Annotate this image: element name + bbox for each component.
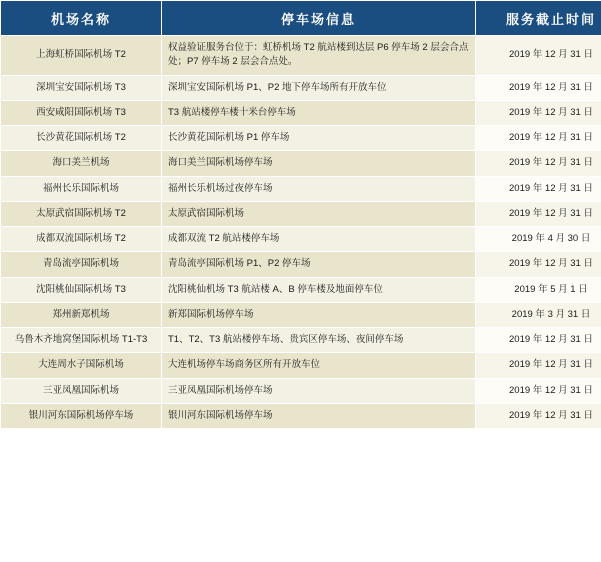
table-row xyxy=(1,176,601,201)
table-row xyxy=(1,126,601,151)
cell-service-deadline: 2019 年 12 月 31 日 xyxy=(476,201,601,226)
cell-parking-info: 权益验证服务台位于：虹桥机场 T2 航站楼到达层 P6 停车场 2 层会合点处；P7 停车场 2 层会合点处。 xyxy=(162,36,476,76)
cell-airport-name: 深圳宝安国际机场 T3 xyxy=(1,75,162,100)
cell-parking-info: 新郑国际机场停车场 xyxy=(162,302,476,327)
cell-service-deadline: 2019 年 12 月 31 日 xyxy=(476,353,601,378)
cell-parking-info: 大连机场停车场商务区所有开放车位 xyxy=(162,353,476,378)
table-row xyxy=(1,378,601,403)
table-row xyxy=(1,36,601,76)
cell-airport-name: 青岛流亭国际机场 xyxy=(1,252,162,277)
cell-parking-info: 海口美兰国际机场停车场 xyxy=(162,151,476,176)
cell-service-deadline: 2019 年 5 月 1 日 xyxy=(476,277,601,302)
cell-service-deadline: 2019 年 12 月 31 日 xyxy=(476,100,601,125)
cell-parking-info: T3 航站楼停车楼十米台停车场 xyxy=(162,100,476,125)
cell-parking-info: 长沙黄花国际机场 P1 停车场 xyxy=(162,126,476,151)
cell-parking-info: T1、T2、T3 航站楼停车场、贵宾区停车场、夜间停车场 xyxy=(162,328,476,353)
cell-service-deadline: 2019 年 4 月 30 日 xyxy=(476,227,601,252)
cell-airport-name: 福州长乐国际机场 xyxy=(1,176,162,201)
column-header-parking-info: 停车场信息 xyxy=(162,1,476,36)
cell-parking-info: 三亚凤凰国际机场停车场 xyxy=(162,378,476,403)
table-row xyxy=(1,403,601,428)
table-row xyxy=(1,252,601,277)
table-row xyxy=(1,328,601,353)
table-header-row xyxy=(1,1,601,36)
cell-airport-name: 西安咸阳国际机场 T3 xyxy=(1,100,162,125)
column-header-service-deadline: 服务截止时间 xyxy=(476,1,601,36)
column-header-airport-name: 机场名称 xyxy=(1,1,162,36)
table-row xyxy=(1,151,601,176)
table-row xyxy=(1,201,601,226)
cell-service-deadline: 2019 年 12 月 31 日 xyxy=(476,151,601,176)
cell-airport-name: 海口美兰机场 xyxy=(1,151,162,176)
cell-parking-info: 银川河东国际机场停车场 xyxy=(162,403,476,428)
cell-airport-name: 上海虹桥国际机场 T2 xyxy=(1,36,162,76)
cell-service-deadline: 2019 年 12 月 31 日 xyxy=(476,378,601,403)
cell-airport-name: 太原武宿国际机场 T2 xyxy=(1,201,162,226)
cell-service-deadline: 2019 年 12 月 31 日 xyxy=(476,126,601,151)
cell-parking-info: 太原武宿国际机场 xyxy=(162,201,476,226)
table-body xyxy=(1,36,601,429)
cell-parking-info: 沈阳桃仙机场 T3 航站楼 A、B 停车楼及地面停车位 xyxy=(162,277,476,302)
table-row xyxy=(1,227,601,252)
cell-parking-info: 成都双流 T2 航站楼停车场 xyxy=(162,227,476,252)
table-row xyxy=(1,75,601,100)
cell-parking-info: 青岛流亭国际机场 P1、P2 停车场 xyxy=(162,252,476,277)
cell-airport-name: 沈阳桃仙国际机场 T3 xyxy=(1,277,162,302)
cell-airport-name: 大连周水子国际机场 xyxy=(1,353,162,378)
cell-service-deadline: 2019 年 3 月 31 日 xyxy=(476,302,601,327)
cell-airport-name: 长沙黄花国际机场 T2 xyxy=(1,126,162,151)
table-row xyxy=(1,302,601,327)
cell-airport-name: 乌鲁木齐地窝堡国际机场 T1-T3 xyxy=(1,328,162,353)
cell-airport-name: 银川河东国际机场停车场 xyxy=(1,403,162,428)
cell-airport-name: 郑州新郑机场 xyxy=(1,302,162,327)
cell-service-deadline: 2019 年 12 月 31 日 xyxy=(476,403,601,428)
table-row xyxy=(1,353,601,378)
cell-service-deadline: 2019 年 12 月 31 日 xyxy=(476,328,601,353)
cell-service-deadline: 2019 年 12 月 31 日 xyxy=(476,36,601,76)
cell-service-deadline: 2019 年 12 月 31 日 xyxy=(476,252,601,277)
table-row xyxy=(1,277,601,302)
cell-airport-name: 三亚凤凰国际机场 xyxy=(1,378,162,403)
cell-service-deadline: 2019 年 12 月 31 日 xyxy=(476,176,601,201)
cell-airport-name: 成都双流国际机场 T2 xyxy=(1,227,162,252)
cell-parking-info: 深圳宝安国际机场 P1、P2 地下停车场所有开放车位 xyxy=(162,75,476,100)
table-header xyxy=(1,1,601,36)
cell-parking-info: 福州长乐机场过夜停车场 xyxy=(162,176,476,201)
table-row xyxy=(1,100,601,125)
cell-service-deadline: 2019 年 12 月 31 日 xyxy=(476,75,601,100)
